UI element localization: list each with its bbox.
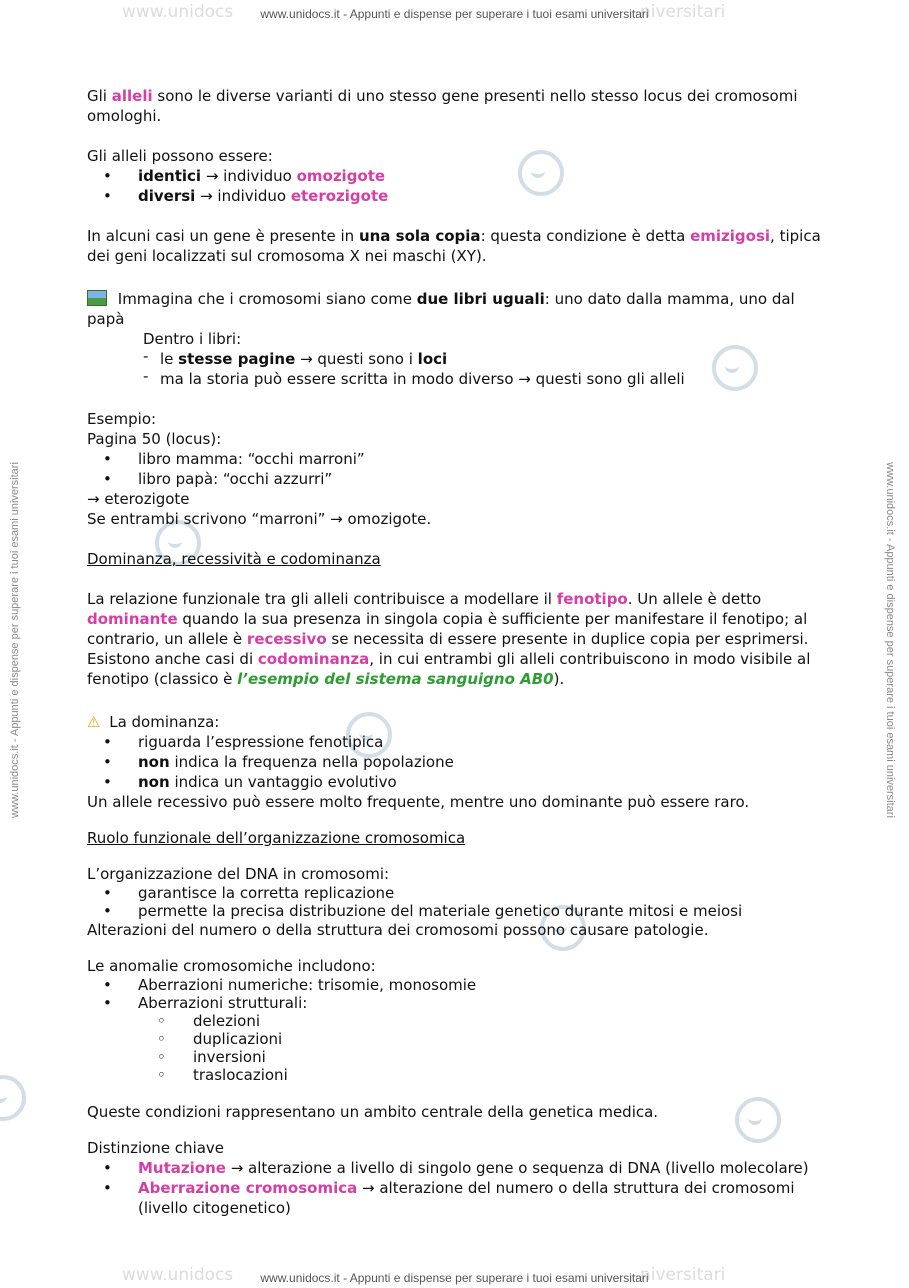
paragraph-emizigosi: In alcuni casi un gene è presente in una sola copia: questa condizione è detta emizigosi, tipica dei geni localizzati sul cromosoma X nei maschi (XY). <box>87 227 821 265</box>
paragraph-conclusione: Queste condizioni rappresentano un ambito centrale della genetica medica. <box>87 1103 659 1121</box>
paragraph-alleli-types: Gli alleli possono essere: <box>87 147 273 165</box>
list-aberrazioni-strutturali <box>87 1012 827 1084</box>
list-item: • non indica la frequenza nella popolazione <box>87 752 827 772</box>
watermark-side-right: www.unidocs.it - Appunti e dispense per superare i tuoi esami universitari <box>884 462 896 818</box>
section-heading-ruolo: Ruolo funzionale dell’organizzazione cromosomica <box>87 829 466 847</box>
watermark-side-left: www.unidocs.it - Appunti e dispense per superare i tuoi esami universitari <box>9 462 21 818</box>
list-anomalie <box>87 976 827 1012</box>
paragraph-books-analogy: Immagina che i cromosomi siano come due libri uguali: uno dato dalla mamma, uno dal papà <box>87 290 795 328</box>
document-body: Gli alleli sono le diverse varianti di uno stesso gene presenti nello stesso locus dei cromosomi omologhi. Gli alleli possono essere: • identici → individuo omozigote • diversi → individuo eterozigote In alcuni casi un gene è presente in una sola copia: questa condizione è detta emizigosi, tipica dei geni localizzati sul cromosoma X nei maschi (XY). Immagina che i cromosomi siano come due libri uguali: uno dato dalla mamma, uno dal papà Dentro i libri: - le stesse pagine → questi sono i loci - ma la storia può essere scritta in modo diverso → questi sono gli alleli Esempio: Pagina 50 (locus): • libro mamma: “occhi marroni” • libro papà: “occhi azzurri” → eterozigote Se entrambi scrivono “marroni” → omozigote. Dominanza, recessività e codominanza La relazione funzionale tra gli alleli contribuisce a modellare il fenotipo. Un allele è detto dominante quando la sua presenza in singola copia è sufficiente per manifestare il fenotipo; al contrario, un allele è recessivo se necessita di essere presente in duplice copia per esprimersi. Esistono anche casi di codominanza, in cui entrambi gli alleli contribuiscono in modo visibile al fenotipo (classico è l’esempio del sistema sanguigno AB0). ⚠ La dominanza: • riguarda l’espressione fenotipica • non indica la frequenza nella popolazione • non indica un vantaggio evolutivo Un allele recessivo può essere molto frequente, mentre uno dominante può essere raro. Ruolo funzionale dell’organizzazione cromosomica L’organizzazione del DNA in cromosomi: • garantisce la corretta replicazione • permette la precisa distribuzione del materiale genetico durante mitosi e meiosi Alterazioni del numero o della struttura dei cromosomi possono causare patologie. Le anomalie cromosomiche includono: • Aberrazioni numeriche: trisomie, monosomie • Aberrazioni strutturali: ◦ delezioni ◦ duplicazioni ◦ inversioni ◦ traslocazioni Queste condizioni rappresentano un ambito centrale della genetica medica. Distinzione chiave • Mutazione → alterazione a livello di singolo gene o sequenza di DNA (livello molecolare) • Aberrazione cromosomica → alterazione del numero o della struttura dei cromosomi (livello citogenetico) <box>87 86 827 1218</box>
list-item: ◦ delezioni <box>193 1012 827 1030</box>
list-item: • Mutazione → alterazione a livello di singolo gene o sequenza di DNA (livello molecolare) <box>87 1158 827 1178</box>
watermark-ghost-bottom-right: niversitari <box>640 1265 726 1285</box>
list-organizzazione <box>87 884 827 920</box>
watermark-ghost-top-left: www.unidocs <box>122 2 234 22</box>
list-distinzione <box>87 1158 827 1218</box>
paragraph-alleli: Gli alleli sono le diverse varianti di uno stesso gene presenti nello stesso locus dei cromosomi omologhi. <box>87 87 798 125</box>
warning-icon: ⚠ <box>87 713 101 731</box>
list-item: ◦ inversioni <box>193 1048 827 1066</box>
example-title: Esempio: <box>87 410 157 428</box>
list-item: • Aberrazioni strutturali: <box>87 994 827 1012</box>
list-item: • Aberrazione cromosomica → alterazione del numero o della struttura dei cromosomi (livello citogenetico) <box>87 1178 827 1218</box>
list-item: • libro mamma: “occhi marroni” <box>87 449 827 469</box>
list-item: • diversi → individuo eterozigote <box>87 186 827 206</box>
list-books <box>87 349 827 389</box>
list-allele-types <box>87 166 827 206</box>
watermark-ghost-top-right: niversitari <box>640 2 726 22</box>
list-item: • permette la precisa distribuzione del materiale genetico durante mitosi e meiosi <box>87 902 827 920</box>
list-item: • Aberrazioni numeriche: trisomie, monosomie <box>87 976 827 994</box>
list-item: • libro papà: “occhi azzurri” <box>87 469 827 489</box>
list-item: • riguarda l’espressione fenotipica <box>87 732 827 752</box>
image-icon <box>87 290 107 306</box>
watermark-bottom: www.unidocs.it - Appunti e dispense per superare i tuoi esami universitari <box>260 1271 649 1285</box>
list-item: ◦ duplicazioni <box>193 1030 827 1048</box>
watermark-top: www.unidocs.it - Appunti e dispense per superare i tuoi esami universitari <box>260 7 649 21</box>
list-example <box>87 449 827 489</box>
list-item: • identici → individuo omozigote <box>87 166 827 186</box>
paragraph-dominanza-note: ⚠ La dominanza: <box>87 713 220 731</box>
list-item: • non indica un vantaggio evolutivo <box>87 772 827 792</box>
paragraph-dominanza: La relazione funzionale tra gli alleli contribuisce a modellare il fenotipo. Un allele è detto dominante quando la sua presenza in singola copia è sufficiente per manifestare il fenotipo; al contrario, un allele è recessivo se necessita di essere presente in duplice copia per esprimersi. Esistono anche casi di codominanza, in cui entrambi gli alleli contribuiscono in modo visibile al fenotipo (classico è l’esempio del sistema sanguigno AB0). <box>87 590 811 688</box>
watermark-ghost-bottom-left: www.unidocs <box>122 1265 234 1285</box>
unidocs-logo-icon <box>0 1075 26 1121</box>
list-dominanza <box>87 732 827 792</box>
list-item: - le stesse pagine → questi sono i loci <box>143 349 827 369</box>
list-item: - ma la storia può essere scritta in modo diverso → questi sono gli alleli <box>143 369 827 389</box>
list-item: • garantisce la corretta replicazione <box>87 884 827 902</box>
section-heading-dominanza: Dominanza, recessività e codominanza <box>87 550 381 568</box>
list-item: ◦ traslocazioni <box>193 1066 827 1084</box>
